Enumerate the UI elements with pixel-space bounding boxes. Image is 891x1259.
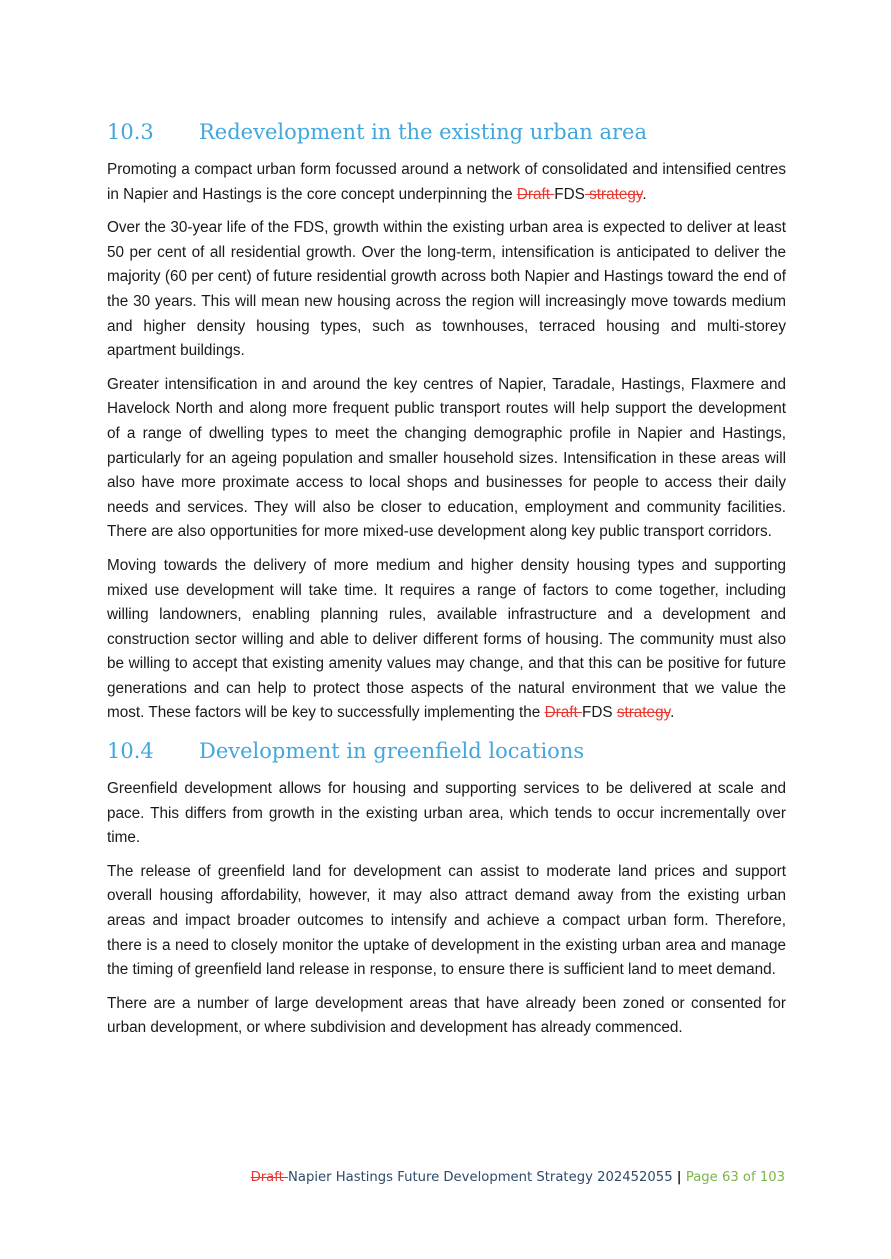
section-title: Development in greenfield locations [199, 739, 585, 764]
section-title: Redevelopment in the existing urban area [199, 120, 647, 144]
section-heading-10-3 [107, 116, 786, 148]
paragraph-text: . [670, 704, 675, 722]
paragraph-text: . [642, 185, 647, 203]
paragraph-text: Promoting a compact urban form focussed around a network of consolidated and intensified centres in Napier and Hastings is the core concept underpinning the [107, 161, 786, 203]
footer-separator: | [676, 1170, 682, 1185]
footer-deletion: Draft [250, 1170, 289, 1185]
paragraph-greenfield-scale: Greenfield development allows for housing and supporting services to be delivered at scale and pace. This differs from growth in the existing urban area, which tends to occur incrementally over time. [107, 780, 786, 847]
paragraph-intensification: Greater intensification in and around the key centres of Napier, Taradale, Hastings, Flaxmere and Havelock North and along more frequent public transport routes will help support the development of a range of dwelling types to meet the changing demographic profile in Napier and Hastings, particularly for an ageing population and smaller household sizes. Intensification in these areas will also have more proximate access to local shops and businesses for people to access their daily needs and services. They will also be closer to education, employment and community facilities. There are also opportunities for more mixed-use development along key public transport corridors. [107, 375, 786, 541]
page-content [107, 116, 786, 1050]
tracked-deletion: Draft [544, 704, 582, 722]
tracked-deletion: Draft [516, 185, 555, 203]
section-number: 10.4 [107, 739, 154, 764]
paragraph-greenfield-release: The release of greenfield land for development can assist to moderate land prices and support overall housing affordability, however, it may also attract demand away from the existing urban areas and impact broader outcomes to intensify and achieve a compact urban form. Therefore, there is a need to closely monitor the uptake of development in the existing urban area and manage the timing of greenfield land release in response, to ensure there is sufficient land to meet demand. [107, 862, 786, 979]
section-number: 10.3 [107, 120, 154, 144]
paragraph-development-areas: There are a number of large development areas that have already been zoned or consented for urban development, or where subdivision and development has already commenced. [107, 994, 786, 1037]
tracked-deletion: strategy [584, 185, 643, 203]
paragraph-30-year-growth: Over the 30-year life of the FDS, growth within the existing urban area is expected to deliver at least 50 per cent of all residential growth. Over the long-term, intensification is anticipated to deliver the majority (60 per cent) of future residential growth across both Napier and Hastings toward the end of the 30 years. This will mean new housing across the region will increasingly move towards medium and higher density housing types, such as townhouses, terraced housing and multi-storey apartment buildings. [107, 219, 786, 360]
paragraph-text: FDS [581, 704, 617, 722]
tracked-deletion: strategy [616, 704, 671, 722]
page-footer [251, 1170, 785, 1185]
paragraph-text: Moving towards the delivery of more medium and higher density housing types and supporting mixed use development will take time. It requires a range of factors to come together, including willing landowners, enabling planning rules, available infrastructure and a development and construction sector willing and able to deliver different forms of housing. The community must also be willing to accept that existing amenity values may change, and that this can be positive for future generations and can help to protect those aspects of the natural environment that we value the most. These factors will be key to successfully implementing the [107, 556, 786, 722]
paragraph-text: FDS [554, 185, 585, 203]
paragraph-delivery-factors [107, 554, 786, 726]
section-heading-10-4 [107, 735, 786, 767]
footer-document-title: Napier Hastings Future Development Strategy 202452055 [288, 1170, 673, 1185]
footer-page-number: Page 63 of 103 [685, 1170, 785, 1185]
paragraph-compact-urban-form [107, 158, 786, 207]
